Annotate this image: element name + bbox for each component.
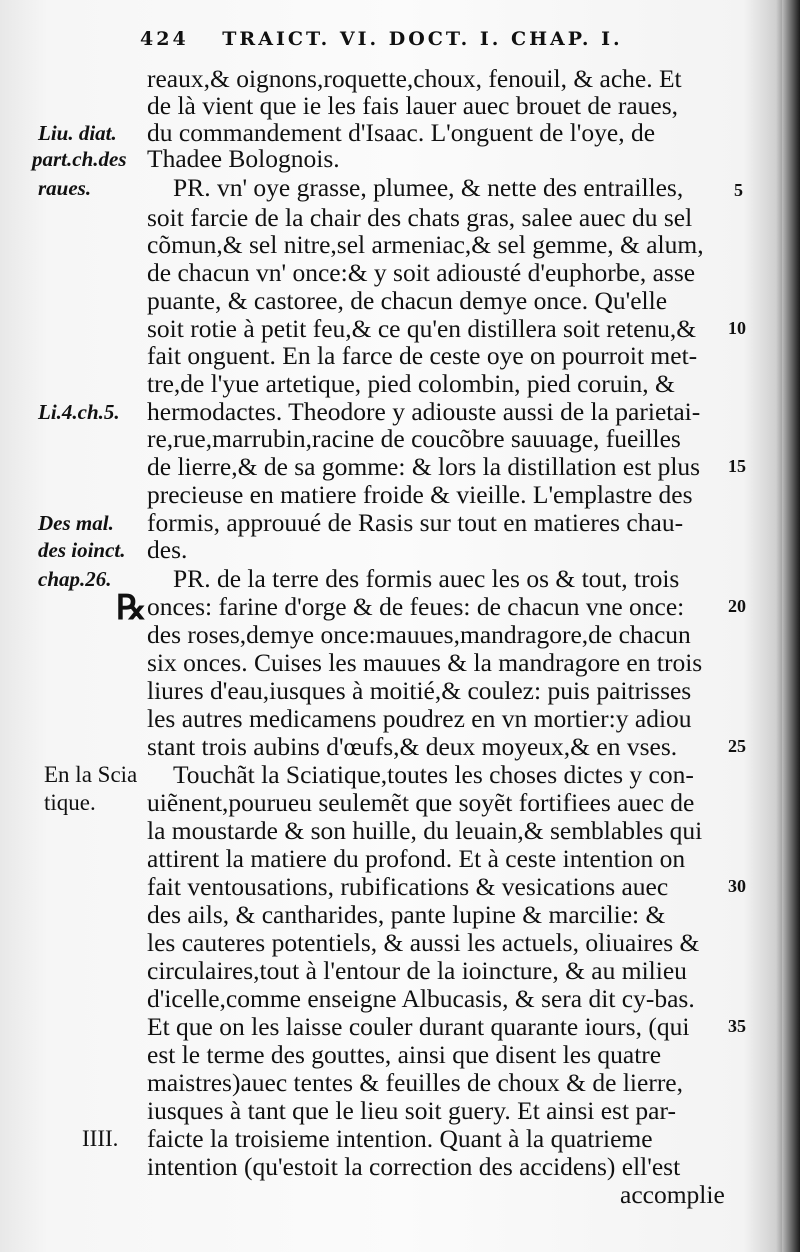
text-line: les cauteres potentiels, & aussi les actuels, oliuaires & bbox=[147, 928, 700, 957]
page-number: 424 bbox=[140, 28, 189, 50]
text-line: circulaires,tout à l'entour de la ioincture, & au milieu bbox=[147, 956, 687, 985]
text-line: Touchãt la Sciatique,toutes les choses dictes y con- bbox=[173, 760, 694, 789]
text-line: soit rotie à petit feu,& ce qu'en distillera soit retenu,& bbox=[147, 314, 697, 343]
text-line: cõmun,& sel nitre,sel armeniac,& sel gemme, & alum, bbox=[147, 230, 704, 259]
margin-note: Des mal. bbox=[38, 511, 114, 535]
line-number: 15 bbox=[728, 456, 746, 476]
text-line: les autres medicamens poudrez en vn mortier:y adiou bbox=[147, 704, 692, 733]
text-line: re,rue,marrubin,racine de coucõbre sauuage, fueilles bbox=[147, 424, 681, 453]
text-line: tre,de l'yue artetique, pied colombin, pied coruin, & bbox=[147, 369, 675, 398]
line-number: 10 bbox=[728, 318, 746, 338]
running-header bbox=[140, 28, 680, 62]
text-line: Thadee Bolognois. bbox=[147, 144, 340, 173]
text-line: six onces. Cuises les mauues & la mandragore en trois bbox=[147, 648, 703, 677]
margin-note: En la Scia bbox=[44, 762, 138, 787]
text-line: soit farcie de la chair des chats gras, salee auec du sel bbox=[147, 203, 693, 232]
margin-note: Li.4.ch.5. bbox=[38, 400, 120, 424]
text-line: onces: farine d'orge & de feues: de chacun vne once: bbox=[147, 592, 685, 621]
text-line: du commandement d'Isaac. L'onguent de l'oye, de bbox=[147, 118, 656, 147]
margin-note: tique. bbox=[44, 790, 96, 815]
text-line: hermodactes. Theodore y adiouste aussi de la parietai- bbox=[147, 397, 701, 426]
text-line: fait ventousations, rubifications & vesications auec bbox=[147, 872, 669, 901]
text-line: precieuse en matiere froide & vieille. L'emplastre des bbox=[147, 480, 693, 509]
text-line: uiẽnent,pourueu seulemẽt que soyẽt fortifiees auec de bbox=[147, 788, 695, 817]
text-line: PR. de la terre des formis auec les os & tout, trois bbox=[173, 564, 680, 593]
text-line: fait onguent. En la farce de ceste oye on pourroit met- bbox=[147, 341, 698, 370]
text-line: Et que on les laisse couler durant quarante iours, (qui bbox=[147, 1012, 690, 1041]
text-line: stant trois aubins d'œufs,& deux moyeux,& en vses. bbox=[147, 732, 678, 761]
text-line: est le terme des gouttes, ainsi que disent les quatre bbox=[147, 1040, 662, 1069]
text-line: attirent la matiere du profond. Et à ceste intention on bbox=[147, 844, 686, 873]
text-line: iusques à tant que le lieu soit guery. Et ainsi est par- bbox=[147, 1096, 676, 1125]
text-line: des. bbox=[147, 535, 188, 564]
text-line: d'icelle,comme enseigne Albucasis, & sera dit cy-bas. bbox=[147, 984, 695, 1013]
line-number: 5 bbox=[734, 180, 743, 200]
catchword: accomplie bbox=[620, 1180, 725, 1209]
margin-note: des ioinct. bbox=[38, 538, 126, 562]
text-line: la moustarde & son huille, du leuain,& semblables qui bbox=[147, 816, 703, 845]
text-line: puante, & castoree, de chacun demye once. Qu'elle bbox=[147, 286, 668, 315]
line-number: 25 bbox=[728, 736, 746, 756]
line-number: 30 bbox=[728, 876, 746, 896]
line-number: 35 bbox=[728, 1016, 746, 1036]
margin-note: Liu. diat. bbox=[38, 121, 117, 145]
margin-note: raues. bbox=[38, 176, 92, 200]
margin-note: part.ch.des bbox=[32, 147, 127, 171]
text-line: faicte la troisieme intention. Quant à la quatrieme bbox=[147, 1124, 653, 1153]
page-edge bbox=[782, 0, 800, 1252]
text-line: maistres)auec tentes & feuilles de choux & de lierre, bbox=[147, 1068, 683, 1097]
text-line: liures d'eau,iusques à moitié,& coulez: puis paitrisses bbox=[147, 676, 692, 705]
text-line: formis, approuué de Rasis sur tout en matieres chau- bbox=[147, 508, 684, 537]
text-line: reaux,& oignons,roquette,choux, fenouil, & ache. Et bbox=[147, 64, 682, 93]
recipe-symbol: ℞ bbox=[116, 588, 147, 628]
text-line: de chacun vn' once:& y soit adiousté d'euphorbe, asse bbox=[147, 258, 696, 287]
text-line: de lierre,& de sa gomme: & lors la distillation est plus bbox=[147, 452, 701, 481]
text-line: PR. vn' oye grasse, plumee, & nette des entrailles, bbox=[173, 173, 684, 202]
line-number: 20 bbox=[728, 596, 746, 616]
margin-note: chap.26. bbox=[38, 567, 112, 591]
text-line: des ails, & cantharides, pante lupine & marcilie: & bbox=[147, 900, 666, 929]
margin-note: IIII. bbox=[82, 1126, 119, 1151]
text-line: de là vient que ie les fais lauer auec brouet de raues, bbox=[147, 91, 679, 120]
running-title: TRAICT. VI. DOCT. I. CHAP. I. bbox=[222, 28, 623, 50]
text-line: des roses,demye once:mauues,mandragore,de chacun bbox=[147, 620, 691, 649]
text-line: intention (qu'estoit la correction des accidens) ell'est bbox=[147, 1152, 681, 1181]
